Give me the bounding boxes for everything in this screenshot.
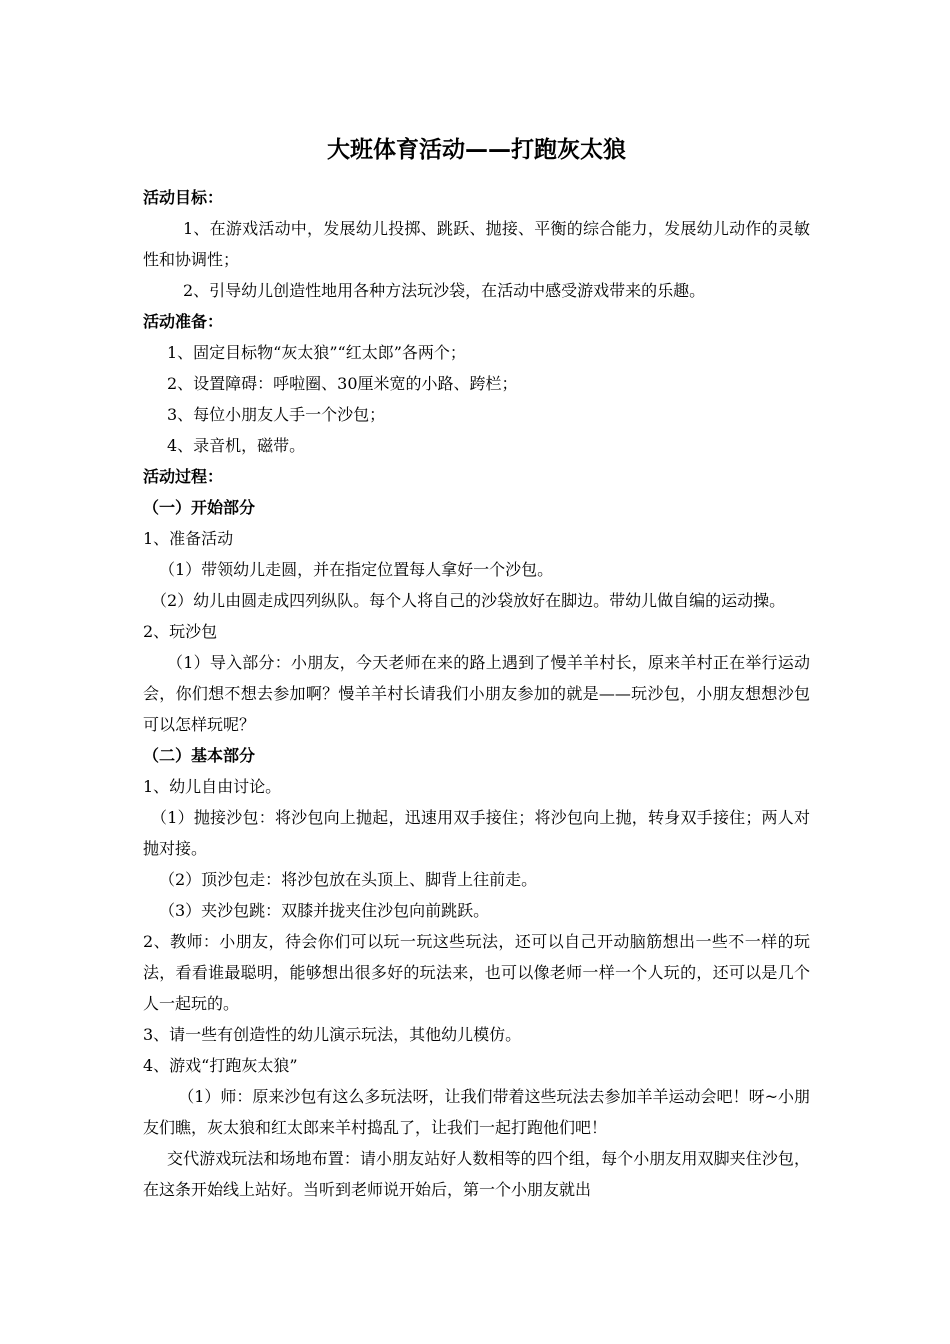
- list-item: （3）夹沙包跳：双膝并拢夹住沙包向前跳跃。: [159, 901, 490, 920]
- goal-item: 1、在游戏活动中，发展幼儿投掷、跳跃、抛接、平衡的综合能力，发展幼儿动作的灵敏性和协调性；: [143, 219, 810, 269]
- prep-item: 4、录音机，磁带。: [167, 436, 306, 455]
- list-item: （1）师：原来沙包有这么多玩法呀，让我们带着这些玩法去参加羊羊运动会吧！呀~小朋友们瞧，灰太狼和红太郎来羊村捣乱了，让我们一起打跑他们吧！: [143, 1087, 810, 1137]
- prep-heading: 活动准备：: [143, 312, 224, 331]
- list-item: 3、请一些有创造性的幼儿演示玩法，其他幼儿模仿。: [143, 1025, 522, 1044]
- list-item: （1）带领幼儿走圆，并在指定位置每人拿好一个沙包。: [159, 560, 554, 579]
- part2-heading: （二）基本部分: [143, 746, 256, 765]
- list-item: 2、玩沙包: [143, 622, 218, 641]
- goals-heading: 活动目标：: [143, 188, 224, 207]
- prep-item: 3、每位小朋友人手一个沙包；: [167, 405, 386, 424]
- prep-item: 1、固定目标物“灰太狼”“红太郎”各两个；: [167, 343, 466, 362]
- part1-heading: （一）开始部分: [143, 498, 256, 517]
- document-title: 大班体育活动——打跑灰太狼: [327, 137, 626, 163]
- list-item: 交代游戏玩法和场地布置：请小朋友站好人数相等的四个组，每个小朋友用双脚夹住沙包，在这条开始线上站好。当听到老师说开始后，第一个小朋友就出: [143, 1149, 810, 1199]
- list-item: 1、准备活动: [143, 529, 234, 548]
- list-item: （2）顶沙包走：将沙包放在头顶上、脚背上往前走。: [159, 870, 538, 889]
- prep-item: 2、设置障碍：呼啦圈、30厘米宽的小路、跨栏；: [167, 374, 518, 393]
- list-item: 4、游戏“打跑灰太狼”: [143, 1056, 298, 1075]
- process-heading: 活动过程：: [143, 467, 224, 486]
- list-item: 1、幼儿自由讨论。: [143, 777, 282, 796]
- list-item: （1）导入部分：小朋友，今天老师在来的路上遇到了慢羊羊村长，原来羊村正在举行运动会，你们想不想去参加啊？慢羊羊村长请我们小朋友参加的就是——玩沙包，小朋友想想沙包可以怎样玩呢？: [143, 653, 810, 734]
- goal-item: 2、引导幼儿创造性地用各种方法玩沙袋，在活动中感受游戏带来的乐趣。: [183, 281, 706, 300]
- list-item: （2）幼儿由圆走成四列纵队。每个人将自己的沙袋放好在脚边。带幼儿做自编的运动操。: [151, 591, 786, 610]
- list-item: （1）抛接沙包：将沙包向上抛起，迅速用双手接住；将沙包向上抛，转身双手接住；两人对抛对接。: [143, 808, 810, 858]
- list-item: 2、教师：小朋友，待会你们可以玩一玩这些玩法，还可以自己开动脑筋想出一些不一样的玩法，看看谁最聪明，能够想出很多好的玩法来，也可以像老师一样一个人玩的，还可以是几个人一起玩的。: [143, 932, 810, 1013]
